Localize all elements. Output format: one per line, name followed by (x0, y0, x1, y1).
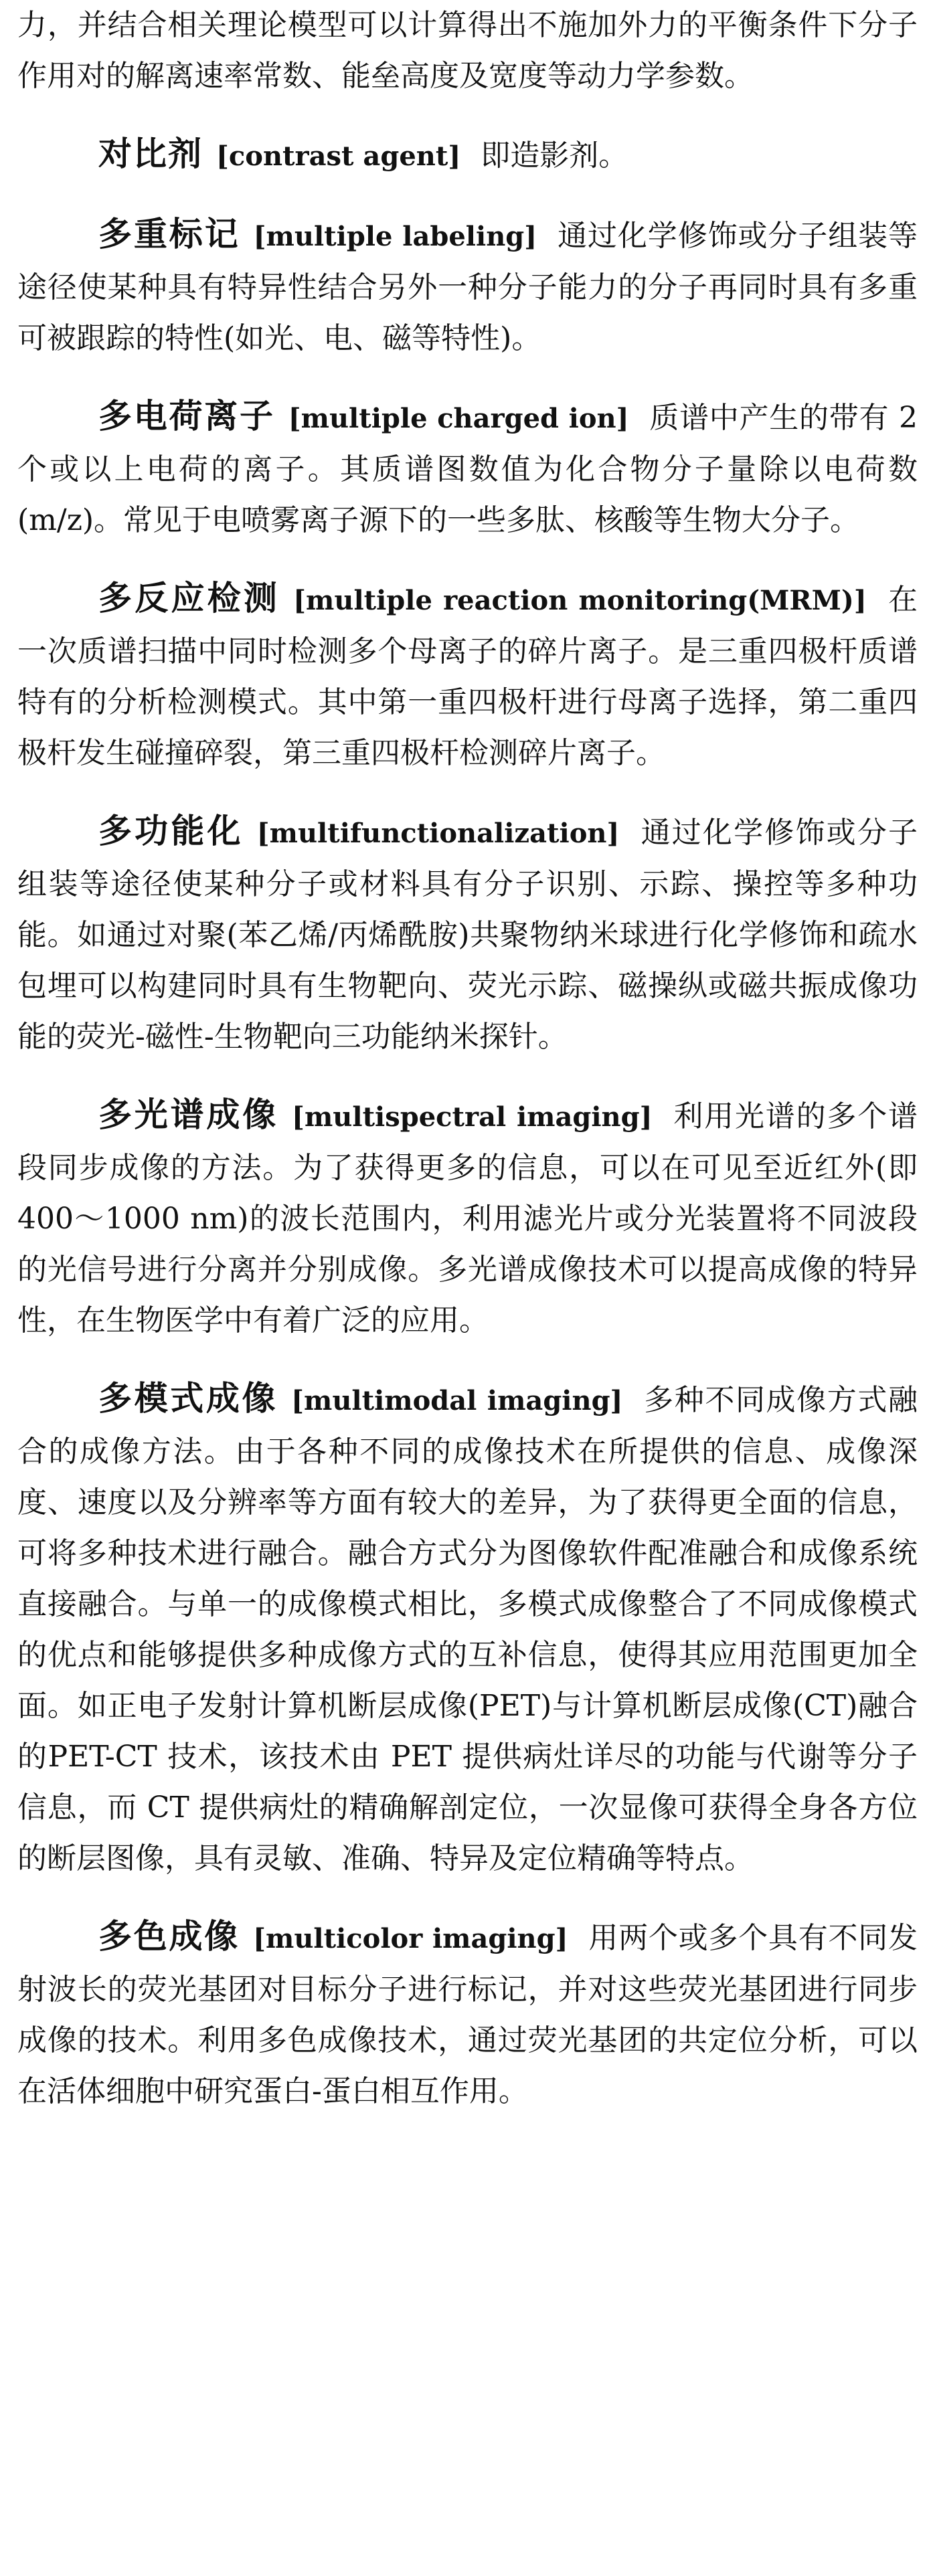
entry-term: 多电荷离子 (98, 397, 275, 436)
entry-english-term: [multimodal imaging] (291, 1385, 623, 1416)
entry-multiple-reaction-monitoring (17, 573, 918, 779)
entry-definition: 通过化学修饰或分子组装等途径使某种分子或材料具有分子识别、示踪、操控等多种功能。如通过对聚(苯乙烯/丙烯酰胺)共聚物纳米球进行化学修饰和疏水包埋可以构建同时具有生物靶向、荧光示踪、磁操纵或磁共振成像功能的荧光-磁性-生物靶向三功能纳米探针。 (17, 816, 918, 1054)
entry-english-term: [multiple reaction monitoring(MRM)] (293, 585, 867, 616)
entry-english-term: [multispectral imaging] (292, 1101, 653, 1133)
entry-definition: 即造影剂。 (481, 139, 628, 173)
lead-in-paragraph: 力，并结合相关理论模型可以计算得出不施加外力的平衡条件下分子作用对的解离速率常数、能垒高度及宽度等动力学参数。 (17, 8, 918, 93)
entry-term: 对比剂 (98, 134, 203, 173)
entry-term: 多色成像 (98, 1917, 240, 1956)
entry-definition: 通过化学修饰或分子组装等途径使某种具有特异性结合另外一种分子能力的分子再同时具有多重可被跟踪的特性(如光、电、磁等特性)。 (17, 219, 918, 355)
entry-definition: 多种不同成像方式融合的成像方法。由于各种不同的成像技术在所提供的信息、成像深度、速度以及分辨率等方面有较大的差异，为了获得更全面的信息，可将多种技术进行融合。融合方式分为图像软件配准融合和成像系统直接融合。与单一的成像模式相比，多模式成像整合了不同成像模式的优点和能够提供多种成像方式的互补信息，使得其应用范围更加全面。如正电子发射计算机断层成像(PET)与计算机断层成像(CT)融合的PET-CT 技术，该技术由 PET 提供病灶详尽的功能与代谢等分子信息，而 CT 提供病灶的精确解剖定位，一次显像可获得全身各方位的断层图像，具有灵敏、准确、特异及定位精确等特点。 (17, 1383, 918, 1875)
entry-multiple-charged-ion (17, 391, 918, 546)
entry-multicolor-imaging (17, 1911, 918, 2117)
entry-english-term: [multifunctionalization] (256, 818, 620, 849)
entry-term: 多光谱成像 (98, 1095, 279, 1134)
entry-term: 多重标记 (98, 215, 240, 254)
entry-definition: 用两个或多个具有不同发射波长的荧光基团对目标分子进行标记，并对这些荧光基团进行同步成像的技术。利用多色成像技术，通过荧光基团的共定位分析，可以在活体细胞中研究蛋白-蛋白相互作用。 (17, 1921, 918, 2108)
entry-multifunctionalization (17, 806, 918, 1063)
entry-term: 多功能化 (98, 812, 244, 850)
entry-multispectral-imaging (17, 1089, 918, 1346)
entry-english-term: [multicolor imaging] (253, 1923, 568, 1954)
entry-term: 多模式成像 (98, 1379, 278, 1418)
entry-definition: 利用光谱的多个谱段同步成像的方法。为了获得更多的信息，可以在可见至近红外(即 400～1000 nm)的波长范围内，利用滤光片或分光装置将不同波段的光信号进行分离并分别成像。多光谱成像技术可以提高成像的特异性，在生物医学中有着广泛的应用。 (17, 1099, 918, 1338)
entry-multimodal-imaging (17, 1373, 918, 1884)
entry-definition: 质谱中产生的带有 2 个或以上电荷的离子。其质谱图数值为化合物分子量除以电荷数(m/z)。常见于电喷雾离子源下的一些多肽、核酸等生物大分子。 (17, 401, 918, 537)
entry-english-term: [contrast agent] (216, 141, 461, 172)
entry-english-term: [multiple charged ion] (288, 403, 629, 434)
entry-definition: 在一次质谱扫描中同时检测多个母离子的碎片离子。是三重四极杆质谱特有的分析检测模式。其中第一重四极杆进行母离子选择，第二重四极杆发生碰撞碎裂，第三重四极杆检测碎片离子。 (17, 583, 918, 770)
entry-term: 多反应检测 (98, 579, 280, 618)
entry-english-term: [multiple labeling] (253, 221, 537, 252)
entry-contrast-agent (17, 128, 918, 182)
entry-multiple-labeling (17, 209, 918, 364)
